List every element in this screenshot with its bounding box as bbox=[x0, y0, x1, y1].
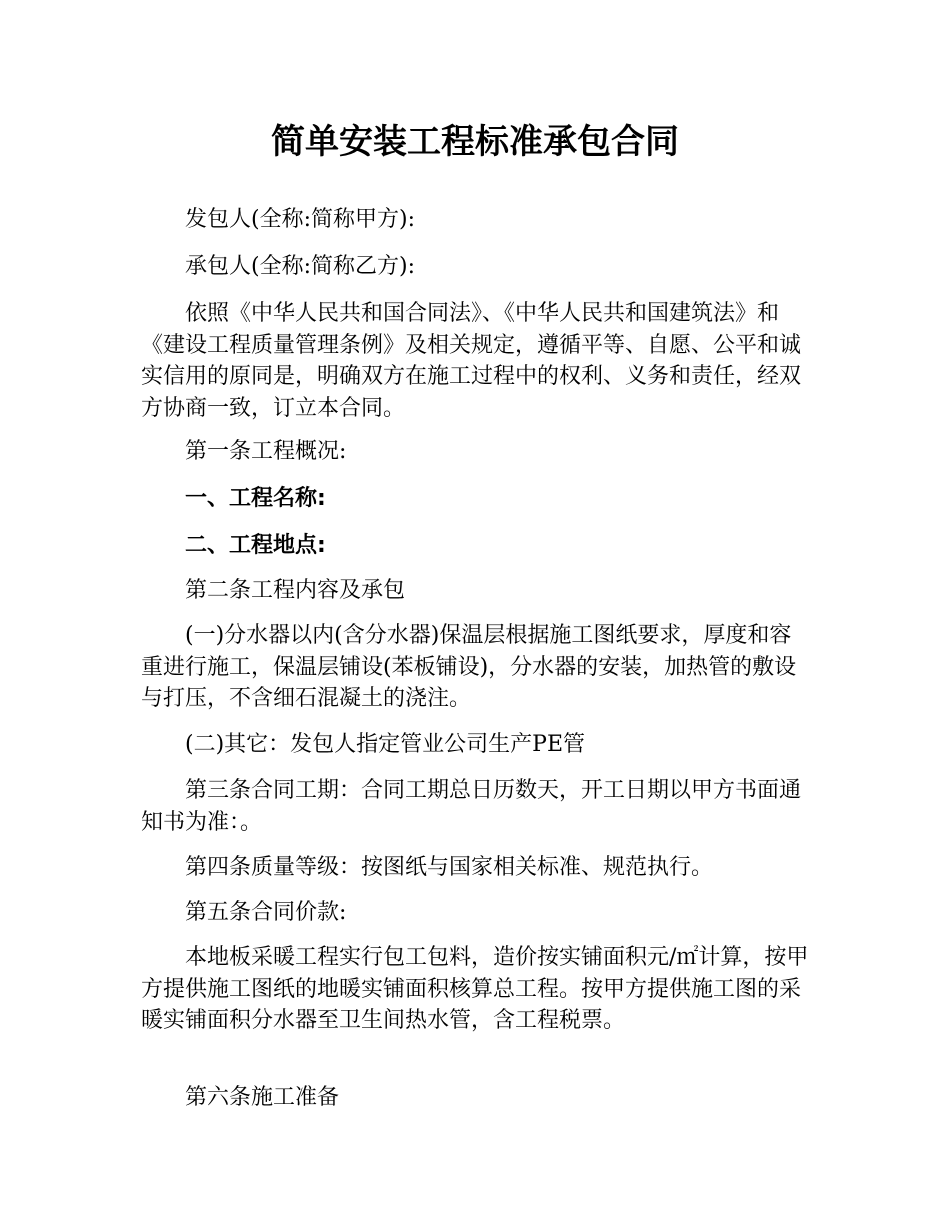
article-6-heading: 第六条施工准备 bbox=[185, 1085, 340, 1110]
article-5-heading: 第五条合同价款: bbox=[185, 900, 347, 925]
party-b-line: 承包人(全称:简称乙方): bbox=[185, 254, 415, 279]
scope-item-1-paragraph: (一)分水器以内(含分水器)保温层根据施工图纸要求，厚度和容重进行施工，保温层铺设(苯板铺设)，分水器的安装，加热管的敷设与打压，不含细石混凝土的浇注。 bbox=[141, 623, 797, 711]
article-4-paragraph: 第四条质量等级：按图纸与国家相关标准、规范执行。 bbox=[185, 855, 714, 880]
scope-item-2-paragraph: (二)其它：发包人指定管业公司生产PE管 bbox=[185, 732, 586, 757]
project-name-line: 一、工程名称: bbox=[185, 486, 326, 511]
document-title: 简单安装工程标准承包合同 bbox=[271, 122, 679, 162]
project-location-line: 二、工程地点: bbox=[185, 533, 326, 558]
party-a-line: 发包人(全称:简称甲方): bbox=[185, 207, 415, 232]
article-1-heading: 第一条工程概况: bbox=[185, 439, 347, 464]
contract-price-paragraph: 本地板采暖工程实行包工包料，造价按实铺面积元/㎡计算，按甲方提供施工图纸的地暖实铺面积核算总工程。按甲方提供施工图的采暖实铺面积分水器至卫生间热水管，含工程税票。 bbox=[141, 945, 809, 1033]
preamble-paragraph: 依照《中华人民共和国合同法》、《中华人民共和国建筑法》和《建设工程质量管理条例》及相关规定，遵循平等、自愿、公平和诚实信用的原同是，明确双方在施工过程中的权利、义务和责任，经双方协商一致，订立本合同。 bbox=[141, 301, 802, 421]
article-3-paragraph: 第三条合同工期：合同工期总日历数天，开工日期以甲方书面通知书为准：。 bbox=[141, 778, 802, 835]
article-2-heading: 第二条工程内容及承包 bbox=[185, 578, 406, 603]
